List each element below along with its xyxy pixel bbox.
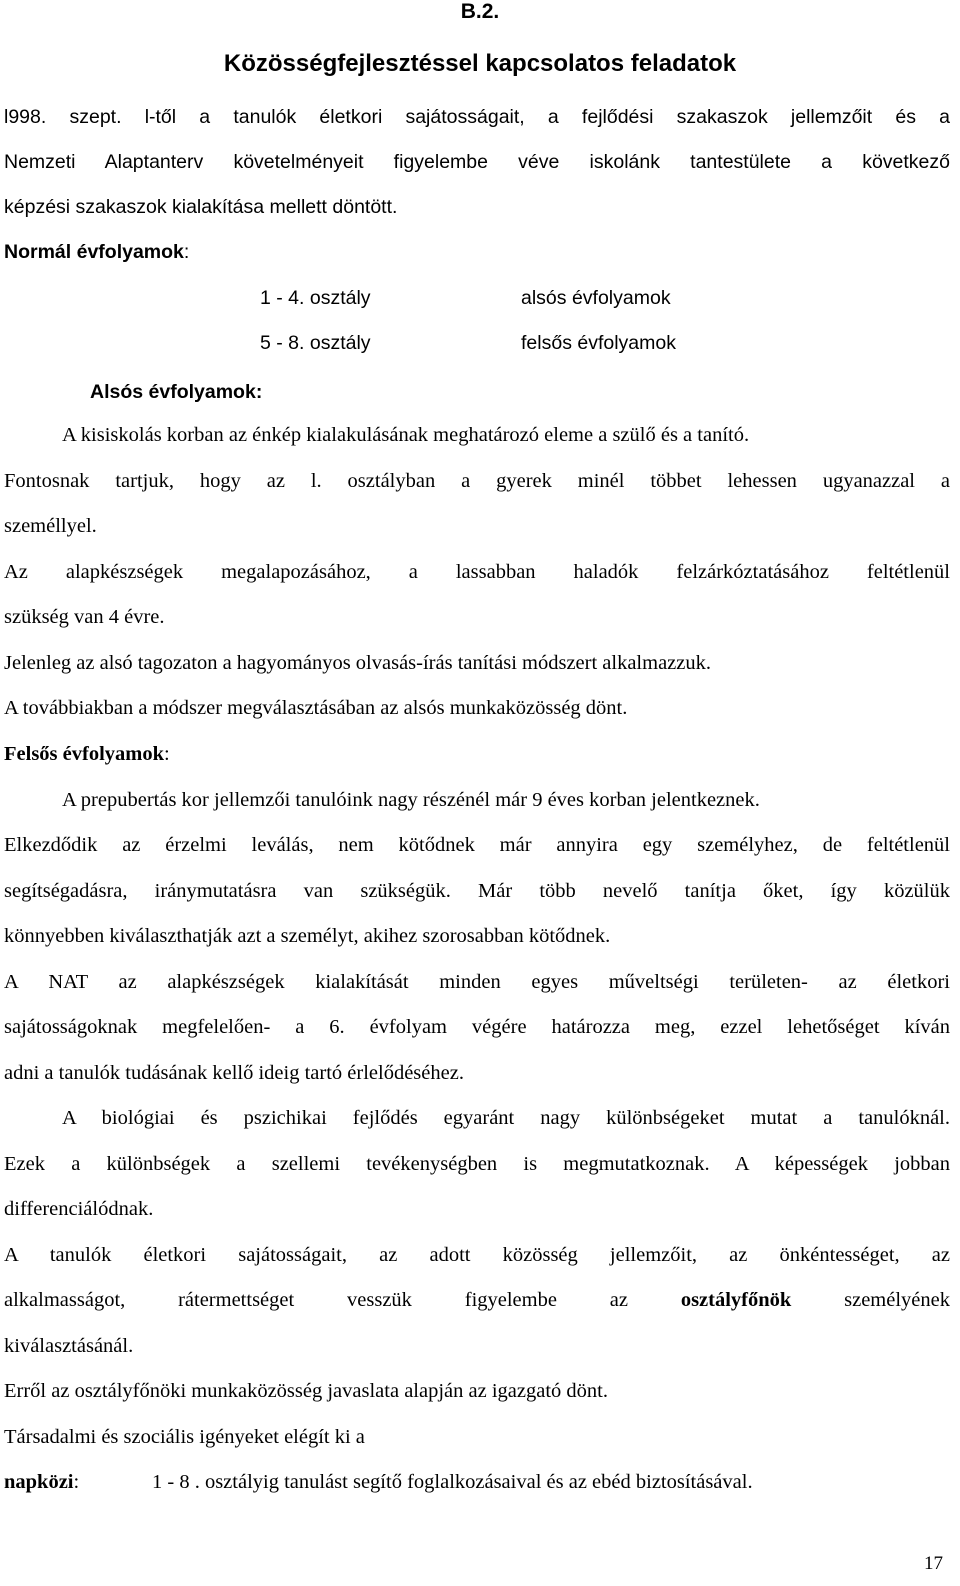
page-number: 17	[924, 1553, 943, 1574]
closing-line-3: Társadalmi és szociális igényeket elégít ki a	[4, 1426, 365, 1448]
upper-line-8: A biológiai és pszichikai fejlődés egyaránt nagy különbségeket mutat a tanulóknál.	[62, 1107, 950, 1129]
closing-line-1: kiválasztásánál.	[4, 1335, 134, 1357]
closing-line-2: Erről az osztályfőnöki munkaközösség javaslata alapján az igazgató dönt.	[4, 1380, 608, 1402]
napkozi-text: 1 - 8 . osztályig tanulást segítő foglalkozásaival és az ebéd biztosításával.	[152, 1471, 753, 1493]
lower-line-2: Fontosnak tartjuk, hogy az l. osztályban a gyerek minél többet lehessen ugyanazzal a	[4, 470, 950, 492]
upper-line-9: Ezek a különbségek a szellemi tevékenységben is megmutatkoznak. A képességek jobban	[4, 1153, 950, 1175]
grade-name-2: felsős évfolyamok	[521, 332, 676, 354]
upper-line-10: differenciálódnak.	[4, 1198, 154, 1220]
grade-range-1	[260, 284, 371, 312]
selection-after: személyének	[844, 1289, 950, 1311]
upper-line-6: sajátosságoknak megfelelően- a 6. évfolyam végére határozza meg, ezzel lehetőséget kíván	[4, 1016, 950, 1038]
grade-range-value: 1 - 4	[260, 287, 300, 309]
intro-line-1: l998. szept. l-től a tanulók életkori sajátosságait, a fejlődési szakaszok jellemzőit és a	[4, 106, 950, 128]
normal-colon: :	[183, 241, 190, 263]
grade-name-1: alsós évfolyamok	[521, 287, 671, 309]
intro-line-2: Nemzeti Alaptanterv követelményeit figyelembe véve iskolánk tantestülete a következő	[4, 151, 950, 173]
normal-heading	[4, 238, 950, 266]
upper-line-11: A tanulók életkori sajátosságait, az adott közösség jellemzőit, az önkéntességet, az	[4, 1244, 950, 1266]
lower-line-1: A kisiskolás korban az énkép kialakulásának meghatározó eleme a szülő és a tanító.	[62, 424, 750, 446]
grade-range-value: 5 - 8	[260, 332, 300, 354]
lower-line-4: Az alapkészségek megalapozásához, a lassabban haladók felzárkóztatásához feltétlenül	[4, 561, 950, 583]
upper-line-1: A prepubertás kor jellemzői tanulóink nagy részénél már 9 éves korban jelentkeznek.	[62, 789, 760, 811]
normal-label: Normál évfolyamok	[4, 241, 184, 263]
grade-suffix: . osztály	[299, 332, 371, 354]
lower-line-5: szükség van 4 évre.	[4, 606, 165, 628]
upper-label: Felsős évfolyamok	[4, 743, 164, 765]
napkozi-colon: :	[73, 1471, 80, 1493]
selection-bold: osztályfőnök	[680, 1289, 792, 1311]
upper-colon: :	[164, 743, 170, 765]
selection-before: alkalmasságot, rátermettséget vesszük figyelembe az	[4, 1289, 628, 1311]
section-number: B.2.	[460, 0, 500, 23]
upper-line-4: könnyebben kiválaszthatják azt a személyt, akihez szorosabban kötődnek.	[4, 925, 611, 947]
upper-line-7: adni a tanulók tudásának kellő ideig tartó érlelődéséhez.	[4, 1062, 464, 1084]
selection-line	[4, 1286, 950, 1314]
napkozi-label: napközi	[4, 1471, 74, 1493]
upper-line-5: A NAT az alapkészségek kialakítását minden egyes műveltségi területen- az életkori	[4, 971, 950, 993]
upper-line-2: Elkezdődik az érzelmi leválás, nem kötődnek már annyira egy személyhez, de feltétlenül	[4, 834, 950, 856]
lower-line-7: A továbbiakban a módszer megválasztásában az alsós munkaközösség dönt.	[4, 697, 628, 719]
lower-heading: Alsós évfolyamok:	[90, 381, 263, 403]
lower-line-3: személlyel.	[4, 515, 97, 537]
upper-heading	[4, 740, 950, 768]
grade-suffix: . osztály	[299, 287, 371, 309]
upper-line-3: segítségadásra, iránymutatásra van szükségük. Már több nevelő tanítja őket, így közülük	[4, 880, 950, 902]
page-heading: Közösségfejlesztéssel kapcsolatos feladatok	[223, 50, 737, 77]
intro-line-3: képzési szakaszok kialakítása mellett döntött.	[4, 196, 398, 218]
lower-line-6: Jelenleg az alsó tagozaton a hagyományos olvasás-írás tanítási módszert alkalmazzuk.	[4, 652, 711, 674]
grade-range-2	[260, 329, 371, 357]
